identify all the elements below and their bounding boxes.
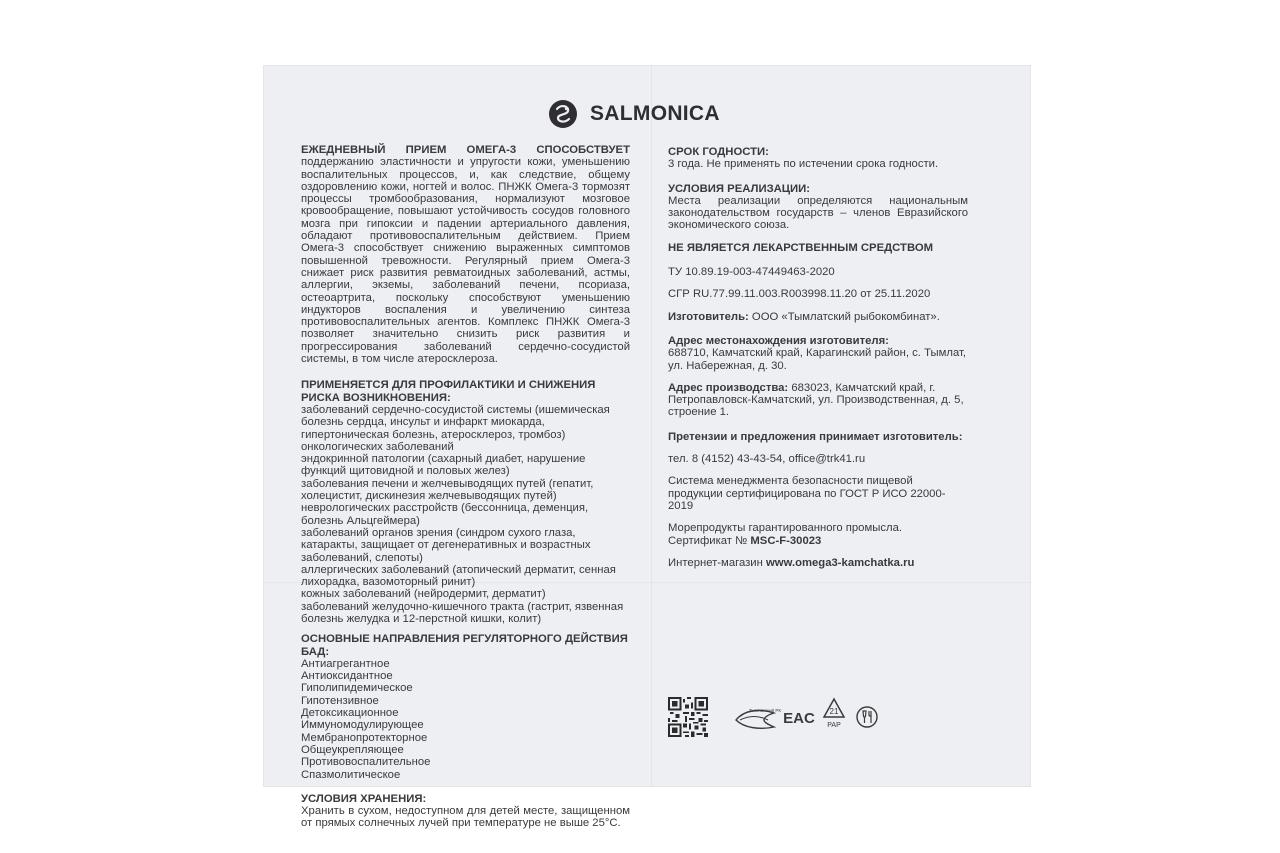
msc-certificate: [668, 535, 968, 547]
seafood-statement: Морепродукты гарантированного промысла.: [668, 522, 903, 535]
brand-name: SALMONICA: [590, 102, 720, 125]
sgr-number: СГР RU.77.99.11.003.R003998.11.20 от 25.11.2020: [668, 288, 931, 301]
recycling-triangle-icon: [822, 697, 846, 721]
prevention-item: неврологических расстройств (бессонница, деменция, болезнь Альцгеймера): [301, 502, 589, 527]
action-item: Спазмолитическое: [301, 768, 401, 781]
salmon-logo-icon: [548, 99, 578, 129]
actions-heading: ОСНОВНЫЕ НАПРАВЛЕНИЯ РЕГУЛЯТОРНОГО ДЕЙСТВИЯ БАД:: [301, 633, 628, 658]
right-column: [668, 146, 968, 569]
actions-list: [301, 658, 630, 781]
tymlat-fish-logo-icon: [734, 703, 782, 731]
sale-conditions-heading: УСЛОВИЯ РЕАЛИЗАЦИИ:: [668, 182, 811, 195]
manufacturer-address: 688710, Камчатский край, Карагинский район, с. Тымлат, ул. Набережная, д. 30.: [668, 347, 967, 372]
manufacturer: [668, 311, 968, 323]
action-item: Антиоксидантное: [301, 670, 393, 683]
intro-text: поддержанию эластичности и упругости кожи, уменьшению воспалительных процессов, и, как следствие, общему оздоровлению кожи, ногтей и волос. ПНЖК Омега-3 тормозят процессы тромбообразования, нормализуют мозговое кровообращение, повышают устойчивость сосудов головного мозга при гипоксии и падении артериального давления, обладают противовоспалительным действием. Прием Омега-3 способствует снижению выраженных симптомов повышенной тревожности. Регулярный прием Омега-3 снижает риск развития ревматоидных заболеваний, астмы, аллергии, экземы, заболеваний печени, псориаза, остеоартрита, поскольку способствуют уменьшению индукторов воспаления и увеличению синтеза противовоспалительных агентов. Комплекс ПНЖК Омега-3 позволяет значительно снизить риск развития и прогрессирования заболеваний сердечно-сосудистой системы, в том числе атеросклероза.: [301, 156, 630, 366]
certificate-value: MSC-F-30023: [750, 534, 822, 547]
online-shop: [668, 557, 968, 569]
shelf-life-text: 3 года. Не применять по истечении срока годности.: [668, 158, 939, 171]
qr-code-icon: [668, 697, 708, 737]
claims-notice: Претензии и предложения принимает изготовитель:: [668, 430, 963, 443]
production-address-value: 683023, Камчатский край, г. Петропавловск-Камчатский, ул. Производственная, д. 5, строение 1.: [668, 381, 964, 419]
production-address: [668, 382, 968, 419]
manufacturer-address-label: Адрес местонахождения изготовителя:: [668, 334, 889, 347]
prevention-item: заболеваний сердечно-сосудистой системы (ишемическая болезнь сердца, инсульт и инфаркт миокарда, гипертоническая болезнь, атеросклероз, тромбоз): [301, 403, 610, 441]
prevention-item: заболеваний органов зрения (синдром сухого глаза, катаракты, защищает от дегенеративных и возрастных заболеваний, слепоты): [301, 526, 591, 564]
prevention-item: онкологических заболеваний: [301, 440, 454, 453]
pap-label: PAP: [827, 722, 841, 729]
intro-paragraph: [301, 144, 630, 365]
action-item: Гиполипидемическое: [301, 682, 413, 695]
certificate-label: Сертификат №: [668, 534, 751, 547]
sale-conditions-text: Места реализации определяются национальным законодательством государств – членов Евразийского экономического союза.: [668, 194, 968, 232]
action-item: Детоксикационное: [301, 707, 399, 720]
action-item: Иммуномодулирующее: [301, 719, 424, 732]
prevention-item: кожных заболеваний (нейродермит, дерматит): [301, 588, 546, 601]
prevention-heading: ПРИМЕНЯЕТСЯ ДЛЯ ПРОФИЛАКТИКИ И СНИЖЕНИЯ РИСКА ВОЗНИКНОВЕНИЯ:: [301, 379, 596, 404]
not-medicine-notice: НЕ ЯВЛЯЕТСЯ ЛЕКАРСТВЕННЫМ СРЕДСТВОМ: [668, 241, 934, 254]
prevention-item: заболевания печени и желчевыводящих путей (гепатит, холецистит, дискинезия желчевыводящих путей): [301, 477, 594, 503]
brand-logo: [548, 96, 720, 132]
certification-marks: [668, 696, 878, 738]
contact-phone: тел. 8 (4152) 43-43-54, office@trk41.ru: [668, 453, 866, 466]
eac-mark-text: EAC: [783, 710, 815, 727]
action-item: Мембранопротекторное: [301, 731, 428, 744]
action-item: Общеукрепляющее: [301, 743, 404, 756]
left-column: [301, 144, 630, 830]
prevention-list: [301, 404, 630, 625]
manufacturer-label: Изготовитель:: [668, 310, 749, 323]
storage-heading: УСЛОВИЯ ХРАНЕНИЯ:: [301, 792, 427, 805]
pap-recycling-mark: [822, 697, 846, 737]
action-item: Антиагрегантное: [301, 657, 390, 670]
production-address-label: Адрес производства:: [668, 381, 789, 394]
manufacturer-value: ООО «Тымлатский рыбокомбинат».: [748, 310, 940, 323]
action-item: Противовоспалительное: [301, 756, 431, 769]
storage-text: Хранить в сухом, недоступном для детей месте, защищенном от прямых солнечных лучей при температуре не выше 25°С.: [301, 805, 630, 830]
iso-certification: Система менеджмента безопасности пищевой продукции сертифицирована по ГОСТ Р ИСО 22000-2019: [668, 475, 946, 512]
prevention-item: эндокринной патологии (сахарный диабет, нарушение функций щитовидной и половых желез): [301, 453, 586, 478]
fold-line-vertical: [651, 65, 652, 787]
online-shop-url: www.omega3-kamchatka.ru: [766, 556, 915, 569]
tu-number: ТУ 10.89.19-003-47449463-2020: [668, 266, 835, 279]
shelf-life-heading: СРОК ГОДНОСТИ:: [668, 146, 769, 158]
glass-fork-icon: [856, 706, 878, 728]
eac-mark-icon: [783, 708, 815, 727]
action-item: Гипотензивное: [301, 694, 379, 707]
fish-logo-text: Тымлатский РК: [749, 708, 782, 713]
prevention-item: аллергических заболеваний (атопический дерматит, сенная лихорадка, вазомоторный ринит): [301, 563, 616, 589]
prevention-item: заболеваний желудочно-кишечного тракта (гастрит, язвенная болезнь желудка и 12-перстной кишки, колит): [301, 600, 624, 625]
intro-lead: ЕЖЕДНЕВНЫЙ ПРИЕМ ОМЕГА-3 СПОСОБСТВУЕТ: [301, 144, 630, 156]
pap-number: 21: [829, 707, 839, 716]
online-shop-label: Интернет-магазин: [668, 556, 766, 569]
